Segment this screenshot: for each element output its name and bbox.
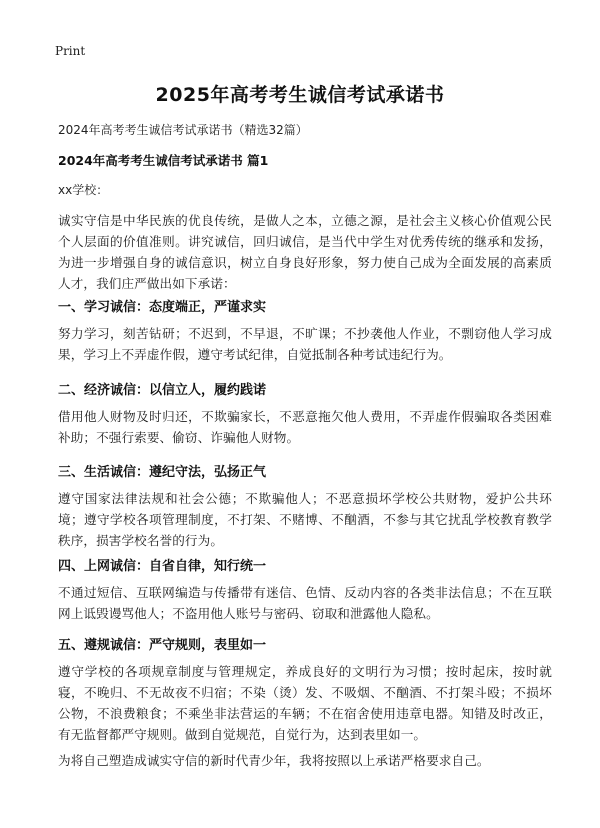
item-heading-5: 五、遵规诚信：严守规则，表里如一 — [58, 638, 267, 653]
closing-paragraph: 为将自己塑造成诚实守信的新时代青少年，我将按照以上承诺严格要求自己。 — [58, 753, 490, 768]
item-heading-2: 二、经济诚信：以信立人，履约践诺 — [58, 383, 267, 398]
item-text-3: 遵守国家法律法规和社会公德；不欺骗他人；不恶意损坏学校公共财物，爱护公共环境；遵守学校各项管理制度，不打架、不赌博、不酗酒，不参与其它扰乱学校教育教学秩序，损害学校名誉的行为。 — [58, 491, 552, 548]
item-heading-4: 四、上网诚信：自省自律，知行统一 — [58, 559, 267, 574]
item-text-4: 不通过短信、互联网编造与传播带有迷信、色情、反动内容的各类非法信息；不在互联网上诋毁谩骂他人；不盗用他人账号与密码、窃取和泄露他人隐私。 — [58, 585, 552, 621]
item-text-5: 遵守学校的各项规章制度与管理规定，养成良好的文明行为习惯；按时起床，按时就寝，不晚归、不无故夜不归宿；不染（烫）发、不吸烟、不酗酒、不打架斗殴；不损坏公物，不浪费粮食；不乘坐非法营运的车辆；不在宿舍使用违章电器。知错及时改正，有无监督都严守规则。做到自觉规范，自觉行为，达到表里如一。 — [58, 664, 552, 742]
salutation: xx学校： — [58, 183, 109, 197]
page-title: 2025年高考考生诚信考试承诺书 — [155, 84, 445, 106]
document-subtitle: 2024年高考考生诚信考试承诺书（精选32篇） — [58, 123, 308, 137]
intro-paragraph: 诚实守信是中华民族的优良传统，是做人之本，立德之源，是社会主义核心价值观公民个人层面的价值准则。讲究诚信，回归诚信，是当代中学生对优秀传统的继承和发扬，为进一步增强自身的诚信意识，树立自身良好形象，努力使自己成为全面发展的高素质人才，我们庄严做出如下承诺： — [58, 213, 552, 291]
item-heading-3: 三、生活诚信：遵纪守法，弘扬正气 — [58, 465, 267, 480]
section-title: 2024年高考考生诚信考试承诺书 篇1 — [58, 153, 269, 168]
print-link[interactable]: Print — [55, 44, 86, 58]
item-text-1: 努力学习，刻苦钻研；不迟到，不早退，不旷课；不抄袭他人作业，不剽窃他人学习成果，学习上不弄虚作假，遵守考试纪律，自觉抵制各种考试违纪行为。 — [58, 326, 552, 362]
item-heading-1: 一、学习诚信：态度端正，严谨求实 — [58, 300, 267, 315]
item-text-2: 借用他人财物及时归还，不欺骗家长，不恶意拖欠他人费用，不弄虚作假骗取各类困难补助；不强行索要、偷窃、诈骗他人财物。 — [58, 409, 552, 445]
